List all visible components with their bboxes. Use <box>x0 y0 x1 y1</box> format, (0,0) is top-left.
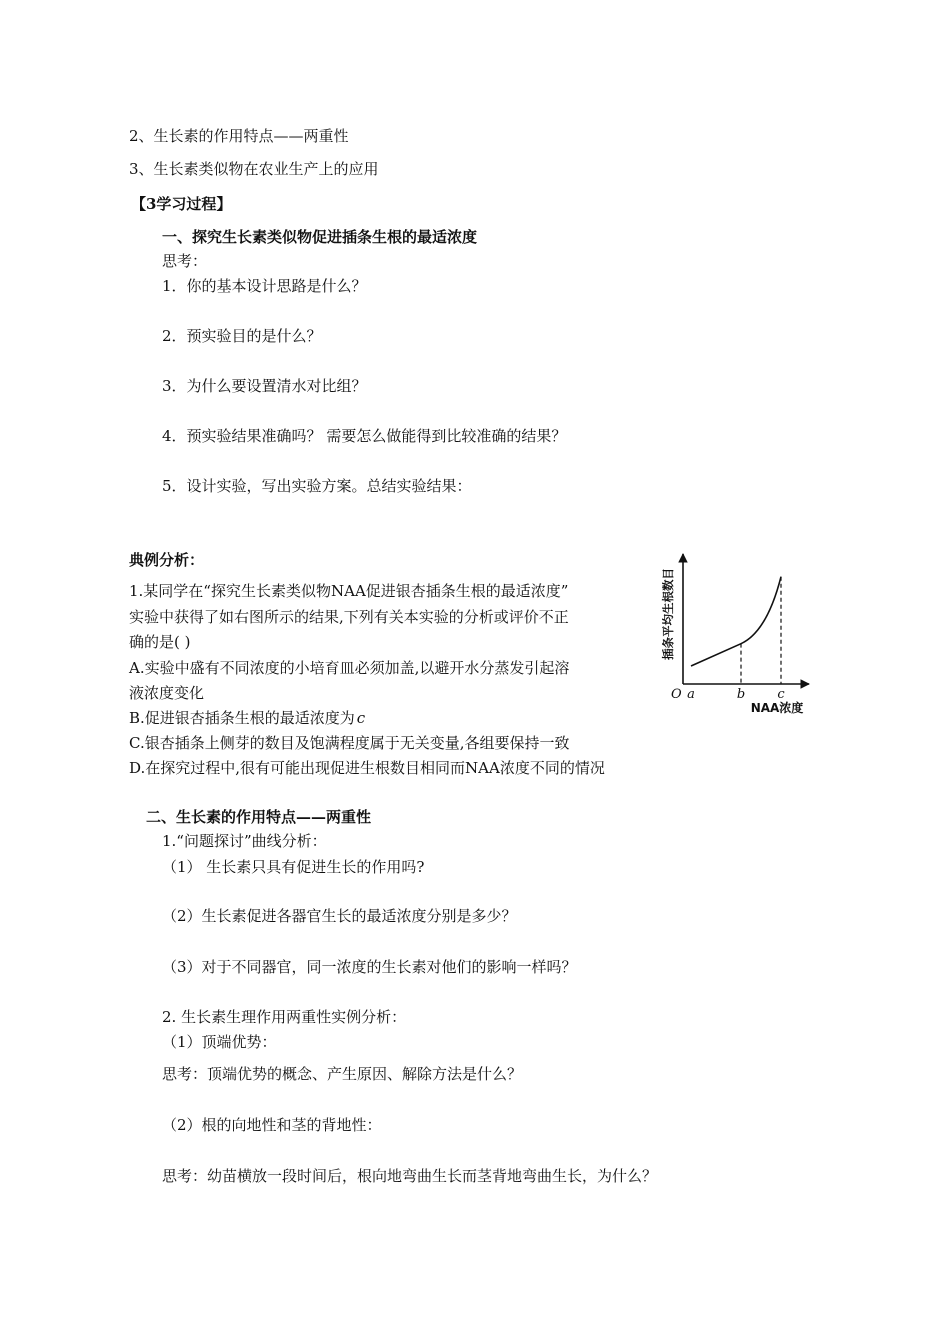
example-stem-line-3: 确的是( ) <box>129 633 191 651</box>
origin-label: O <box>671 687 682 702</box>
x-axis-label: NAA浓度 <box>750 701 804 715</box>
example-stem-line-2: 实验中获得了如右图所示的结果,下列有关本实验的分析或评价不正 <box>129 608 569 626</box>
x-tick-label-a: a <box>687 687 695 702</box>
part-2-q2-sub-1: （1）顶端优势： <box>162 1033 277 1051</box>
option-b <box>129 711 365 726</box>
question-5: 5．设计实验，写出实验方案。总结实验结果： <box>162 477 472 495</box>
section-heading: 【3学习过程】 <box>131 195 232 213</box>
option-a-line-1: A.实验中盛有不同浓度的小培育皿必须加盖,以避开水分蒸发引起溶 <box>129 659 570 677</box>
option-d: D.在探究过程中,很有可能出现促进生根数目相同而NAA浓度不同的情况 <box>129 759 605 777</box>
part-2-q1-sub-2: （2）生长素促进各器官生长的最适浓度分别是多少？ <box>162 907 517 925</box>
naa-rooting-chart <box>655 548 815 718</box>
y-axis-label: 插条平均生根数目 <box>661 568 675 660</box>
example-heading: 典例分析： <box>129 551 205 569</box>
example-stem-line-1: 1.某同学在“探究生长素类似物NAA促进银杏插条生根的最适浓度” <box>129 582 569 600</box>
option-b-variable: c <box>356 709 366 727</box>
option-b-text: B.促进银杏插条生根的最适浓度为 <box>129 709 355 727</box>
option-a-line-2: 液浓度变化 <box>129 684 205 702</box>
objective-item-2: 2、生长素的作用特点——两重性 <box>129 127 349 145</box>
question-2: 2．预实验目的是什么？ <box>162 327 322 345</box>
series-line <box>691 577 781 666</box>
question-3: 3．为什么要设置清水对比组？ <box>162 377 367 395</box>
question-1: 1．你的基本设计思路是什么？ <box>162 277 367 295</box>
part-1-title: 一、探究生长素类似物促进插条生根的最适浓度 <box>162 228 478 246</box>
option-c: C.银杏插条上侧芽的数目及饱满程度属于无关变量,各组要保持一致 <box>129 734 570 752</box>
part-2-q1-sub-1: （1） 生长素只具有促进生长的作用吗? <box>162 858 425 876</box>
part-2-q1: 1.“问题探讨”曲线分析： <box>162 832 327 850</box>
x-tick-label-b: b <box>736 687 746 702</box>
part-2-q2: 2. 生长素生理作用两重性实例分析： <box>162 1008 407 1026</box>
part-2-q2-sub-2: （2）根的向地性和茎的背地性： <box>162 1116 382 1134</box>
question-4: 4．预实验结果准确吗？ 需要怎么做能得到比较准确的结果？ <box>162 427 567 445</box>
objective-item-3: 3、生长素类似物在农业生产上的应用 <box>129 160 379 178</box>
x-tick-label-c: c <box>777 687 785 702</box>
part-2-q1-sub-3: （3）对于不同器官，同一浓度的生长素对他们的影响一样吗？ <box>162 958 577 976</box>
part-2-title: 二、生长素的作用特点——两重性 <box>146 808 372 826</box>
think-label: 思考： <box>162 252 208 270</box>
part-2-q2-think-2: 思考：幼苗横放一段时间后，根向地弯曲生长而茎背地弯曲生长，为什么？ <box>162 1167 658 1185</box>
part-2-q2-think-1: 思考：顶端优势的概念、产生原因、解除方法是什么？ <box>162 1065 523 1083</box>
